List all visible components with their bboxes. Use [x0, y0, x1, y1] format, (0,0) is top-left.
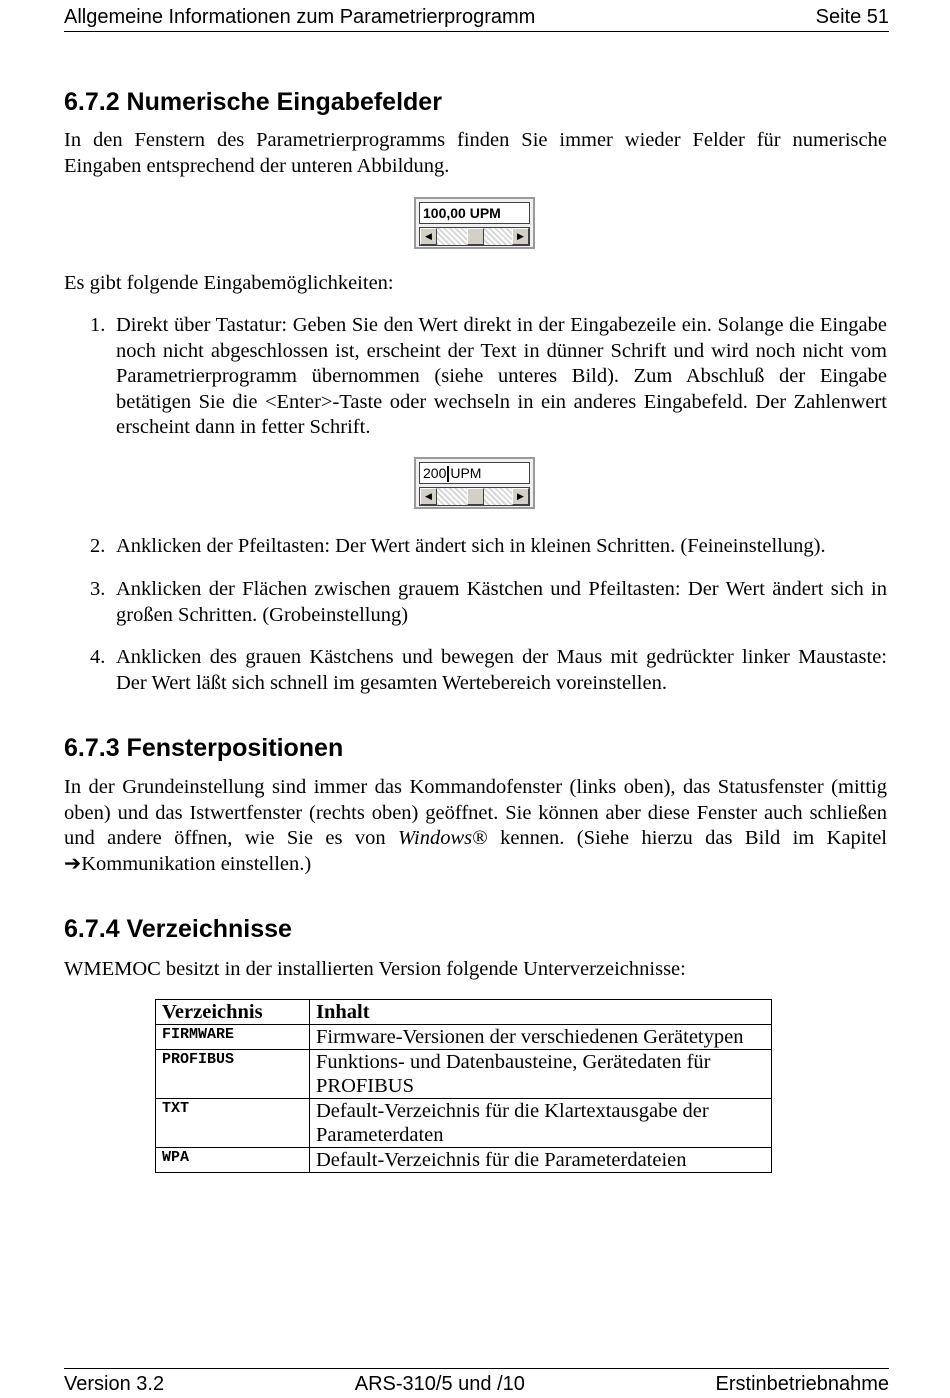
typed-value: 200 — [423, 465, 447, 481]
table-row — [156, 1025, 772, 1050]
footer-version: Version 3.2 — [64, 1373, 165, 1395]
table-row — [156, 1099, 772, 1148]
list-item-number: 2. — [90, 535, 106, 557]
scroll-left-arrow-icon: ◀ — [420, 488, 437, 505]
section-title-6-7-2: 6.7.2 Numerische Eingabefelder — [64, 88, 442, 116]
list-item-3 — [90, 577, 887, 628]
list-item-text: Anklicken des grauen Kästchens und bewegen der Maus mit gedrückter linker Maustaste: Der Wert läßt sich schnell im gesamten Wertebereich voreinstellen. — [116, 646, 887, 694]
list-item-4 — [90, 645, 887, 696]
scroll-track — [437, 488, 512, 505]
numeric-value-field: 100,00 UPM — [419, 202, 530, 224]
section-title-6-7-3: 6.7.3 Fensterpositionen — [64, 734, 344, 762]
directory-description: Default-Verzeichnis für die Klartextausgabe der Parameterdaten — [310, 1099, 772, 1148]
table-header-row — [156, 1000, 772, 1025]
directory-description: Funktions- und Datenbausteine, Gerätedaten für PROFIBUS — [310, 1050, 772, 1099]
header-chapter-title: Allgemeine Informationen zum Parametrierprogramm — [64, 6, 536, 28]
directory-name: FIRMWARE — [156, 1025, 310, 1050]
footer-product: ARS-310/5 und /10 — [354, 1373, 525, 1395]
list-item-number: 4. — [90, 646, 106, 668]
scroll-right-arrow-icon: ▶ — [512, 228, 529, 245]
text-part: ® kennen. (Siehe hierzu das Bild im Kapitel — [472, 827, 887, 849]
arrow-right-icon: ➔ — [64, 852, 82, 875]
list-item-text: Anklicken der Pfeiltasten: Der Wert ändert sich in kleinen Schritten. (Feineinstellung). — [116, 535, 826, 557]
text-part: In der Grundeinstellung sind immer das Kommandofenster (links oben), das Statusfenster (mittig oben) und das Istwertfenster (rechts oben) geöffnet. Sie können aber diese Fenster auch schließen und andere öffnen, wie Sie es von — [64, 776, 887, 849]
list-item-text: Anklicken der Flächen zwischen grauem Kästchen und Pfeiltasten: Der Wert ändert sich in großen Schritten. (Grobeinstellung) — [116, 578, 887, 626]
directory-name: PROFIBUS — [156, 1050, 310, 1099]
page-header — [64, 4, 889, 32]
section-title-6-7-4: 6.7.4 Verzeichnisse — [64, 915, 292, 943]
directory-table — [155, 999, 772, 1173]
value-scrollbar — [419, 227, 530, 246]
section-6-7-2-intro: In den Fenstern des Parametrierprogramms finden Sie immer wieder Felder für numerische Eingaben entsprechend der unteren Abbildung. — [64, 129, 887, 177]
list-item-2 — [90, 534, 887, 560]
options-intro: Es gibt folgende Eingabemöglichkeiten: — [64, 272, 394, 294]
directory-name: TXT — [156, 1099, 310, 1148]
scroll-track — [437, 228, 512, 245]
directory-name: WPA — [156, 1148, 310, 1173]
list-item-1 — [90, 313, 887, 441]
numeric-value-field-editing — [419, 462, 530, 484]
header-page-number: Seite 51 — [815, 6, 889, 28]
value-scrollbar — [419, 487, 530, 506]
scroll-thumb — [467, 228, 484, 245]
section-6-7-3-text — [64, 775, 887, 877]
list-item-number: 1. — [90, 314, 106, 336]
scroll-right-arrow-icon: ▶ — [512, 488, 529, 505]
footer-chapter: Erstinbetriebnahme — [715, 1373, 889, 1395]
numeric-input-widget-example-2 — [414, 457, 535, 509]
scroll-left-arrow-icon: ◀ — [420, 228, 437, 245]
scroll-thumb — [467, 488, 484, 505]
table-row — [156, 1050, 772, 1099]
list-item-number: 3. — [90, 578, 106, 600]
windows-emphasis: Windows — [398, 827, 473, 849]
directory-description: Default-Verzeichnis für die Parameterdateien — [310, 1148, 772, 1173]
list-item-text: Direkt über Tastatur: Geben Sie den Wert direkt in der Eingabezeile ein. Solange die Eingabe noch nicht abgeschlossen ist, erscheint der Text in dünner Schrift und wird noch nicht vom Parametrierprogramm übernommen (siehe unteres Bild). Zum Abschluß der Eingabe betätigen Sie die <Enter>-Taste oder wechseln in ein anderes Eingabefeld. Der Zahlenwert erscheint dann in fetter Schrift. — [116, 314, 887, 438]
table-row — [156, 1148, 772, 1173]
chapter-reference: Kommunikation einstellen.) — [81, 852, 312, 875]
unit-label: UPM — [450, 465, 482, 481]
column-header-directory: Verzeichnis — [156, 1000, 310, 1025]
section-6-7-4-intro: WMEMOC besitzt in der installierten Version folgende Unterverzeichnisse: — [64, 958, 686, 980]
column-header-content: Inhalt — [310, 1000, 772, 1025]
page-footer — [64, 1368, 889, 1396]
directory-description: Firmware-Versionen der verschiedenen Gerätetypen — [310, 1025, 772, 1050]
numeric-input-widget-example-1 — [414, 197, 535, 249]
